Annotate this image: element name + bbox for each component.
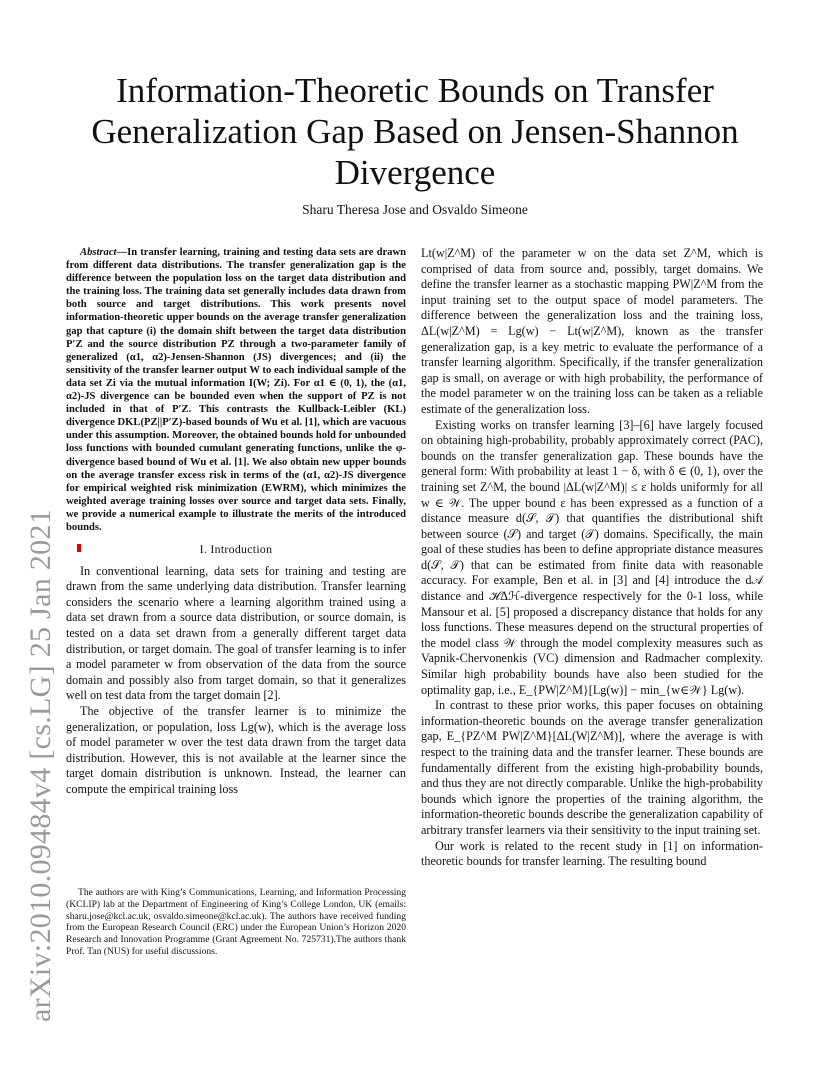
intro-paragraph-4: Existing works on transfer learning [3]–[6] have largely focused on obtaining high-probability, probably approximately correct (PAC), bounds on the transfer generalization gap. These bounds have the general form: With probability at least 1 − δ, with δ ∈ (0, 1), over the training set Z^M, the bound |ΔL(w|Z^M)| ≤ ε holds uniformly for all w ∈ 𝒲. The upper bound ε has been expressed as a function of a distance measure d(𝒮, 𝒯) that quantifies the distributional shift between source (𝒮) and target (𝒯) domains. Specifically, the main goal of these studies has been to define appropriate distance measures d(𝒮, 𝒯) that can be estimated from finite data with reasonable accuracy. For example, Ben et al. in [3] and [4] introduce the d𝒜 distance and ℋΔℋ-divergence respectively for the 0-1 loss, while Mansour et al. [5] proposed a discrepancy distance that holds for any loss functions. These measures depend on the structural properties of the model class 𝒲 through the model complexity measures such as Vapnik-Chervonenkis (VC) dimension and Radmacher complexity. Similar high probability bounds have also been studied for the optimality gap, i.e., E_{PW|Z^M}[Lg(w)] − min_{w∈𝒲} Lg(w). (421, 417, 763, 697)
section-heading-introduction (66, 542, 406, 558)
abstract-label: Abstract (80, 247, 117, 258)
right-column (421, 246, 763, 870)
arxiv-side-stamp: arXiv:2010.09484v4 [cs.LG] 25 Jan 2021 (24, 509, 57, 1022)
paper-authors: Sharu Theresa Jose and Osvaldo Simeone (302, 202, 528, 217)
intro-paragraph-6: Our work is related to the recent study in [1] on information-theoretic bounds for transfer learning. The resulting bound (421, 838, 763, 869)
intro-paragraph-2: The objective of the transfer learner is to minimize the generalization, or population, loss Lg(w), which is the average loss of model parameter w over the test data drawn from the target data distribution. However, this is not available at the learner since the target domain distribution is unknown. Instead, the learner can compute the empirical training loss (66, 704, 406, 796)
left-column (66, 246, 406, 798)
abstract-text: —In transfer learning, training and testing data sets are drawn from different data distributions. The transfer generalization gap is the difference between the population loss on the target data distribution and the training loss. The training data set generally includes data drawn from both source and target distributions. This work presents novel information-theoretic upper bounds on the average transfer generalization gap that capture (i) the domain shift between the target data distribution P′Z and the source distribution PZ through a two-parameter family of generalized (α1, α2)-Jensen-Shannon (JS) divergences; and (ii) the sensitivity of the transfer learner output W to each individual sample of the data set Zi via the mutual information I(W; Zi). For α1 ∈ (0, 1), the (α1, α2)-JS divergence can be bounded even when the support of PZ is not included in that of P′Z. This contrasts the Kullback-Leibler (KL) divergence DKL(PZ||P′Z)-based bounds of Wu et al. [1], which are vacuous under this assumption. Moreover, the obtained bounds hold for unbounded loss functions with bounded cumulant generating functions, unlike the φ-divergence based bound of Wu et al. [1]. We also obtain new upper bounds on the average transfer excess risk in terms of the (α1, α2)-JS divergence for empirical weighted risk minimization (EWRM), which minimizes the weighted average training losses over source and target data sets. Finally, we provide a numerical example to illustrate the merits of the introduced bounds. (66, 247, 406, 533)
section-heading-label: I. Introduction (199, 542, 273, 557)
abstract (66, 246, 406, 534)
footnote: The authors are with King’s Communications, Learning, and Information Processing (KCLIP) lab at the Department of Engineering of King’s College London, UK (emails: sharu.jose@kcl.ac.uk, osvaldo.simeone@kcl.ac.uk). The authors have received funding from the European Research Council (ERC) under the European Union’s Horizon 2020 Research and Innovation Programme (Grant Agreement No. 725731).The authors thank Prof. Tan (NUS) for useful discussions. (66, 887, 406, 957)
intro-paragraph-3: Lt(w|Z^M) of the parameter w on the data set Z^M, which is comprised of data from source and, possibly, target domains. We define the transfer learner as a stochastic mapping PW|Z^M from the input training set to the output space of model parameters. The difference between the generalization loss and the training loss, ΔL(w|Z^M) = Lg(w) − Lt(w|Z^M), known as the transfer generalization gap, is a key metric to evaluate the performance of a transfer learning algorithm. Specifically, if the transfer generalization gap is small, on average or with high probability, the performance of the model parameter w on the training loss can be taken as a reliable estimate of the generalization loss. (421, 246, 763, 416)
intro-paragraph-1: In conventional learning, data sets for training and testing are drawn from the same underlying data distribution. Transfer learning considers the scenario where a learning algorithm trained using a data set drawn from a source data distribution, or source domain, is tested on a data set drawn from a generally different target data distribution, or target domain. The goal of transfer learning is to infer a model parameter w from observation of the data from the source domain and possibly also from target domain, so that it generalizes well on test data from the target domain [2]. (66, 563, 406, 703)
intro-paragraph-5: In contrast to these prior works, this paper focuses on obtaining information-theoretic bounds on the average transfer generalization gap, E_{PZ^M PW|Z^M}[ΔL(W|Z^M)], where the average is with respect to the training data and the transfer learner. These bounds are fundamentally different from the existing high-probability bounds, and thus they are not directly comparable. Unlike the high-probability bounds which ignore the properties of the training algorithm, the information-theoretic bounds describe the generalization capability of arbitrary transfer learners via their sensitivity to the input training set. (421, 698, 763, 837)
paper-title: Information-Theoretic Bounds on Transfer Generalization Gap Based on Jensen-Shannon Divergence (91, 71, 739, 192)
red-marker-icon (77, 544, 81, 552)
